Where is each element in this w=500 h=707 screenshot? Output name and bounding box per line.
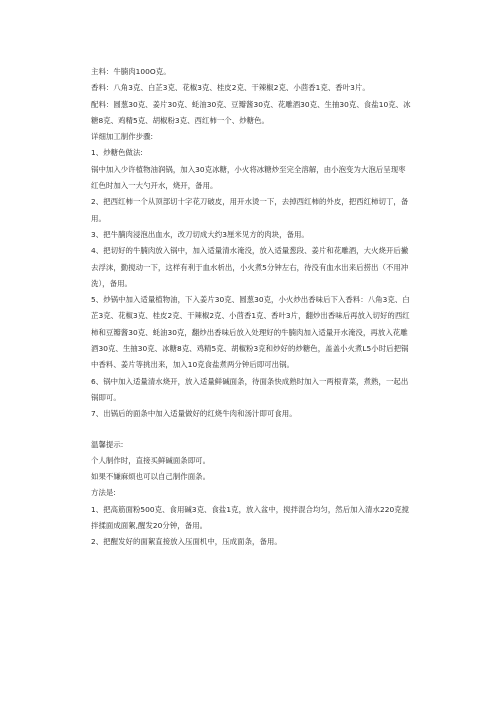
document-page [91,64,412,551]
main-ingredient-line: 主料：牛腩肉100O克。 [91,67,171,76]
step-6: 6、锅中加入适量清水烧开，放入适量鲜碱面条，待面条快成熟时加入一两根青菜，煮熟，一起出锅即可。 [91,376,409,402]
step-3: 3、把牛腩肉浸泡出血水，改刀切成大约3厘米见方的肉块，备用。 [91,229,309,239]
steps-heading: 详细加工制作步骤: [91,132,154,142]
section-spacer [91,423,412,437]
step-7: 7、出锅后的面条中加入适量做好的红烧牛肉和汤汁即可食用。 [91,409,297,419]
tips-line-1: 个人制作时，直接买鲜碱面条即可。 [91,455,211,465]
method-heading: 方法是: [91,488,116,498]
seasonings-line: 配料：圆葱30克、姜片30克、蚝油30克、豆瓣酱30克、花雕酒30克、生抽30克、食盐10克、冰糖8克、鸡精5克、胡椒粉3克、西红柿一个、炒糖色。 [91,99,411,125]
spices-line: 香料：八角3克、白芷3克、花椒3克、桂皮2克、干辣椒2克、小茴香1克、香叶3片。 [91,83,370,93]
step-1-body: 锅中加入少许植物油润锅，加入30克冰糖，小火将冰糖炒至完全溶解，由小泡变为大泡后呈现枣红色时加入一大勺开水，烧开，备用。 [91,164,406,191]
step-4: 4、把切好的牛腩肉放入锅中，加入适量清水淹没，放入适量葱段、姜片和花雕酒，大火烧开后撇去浮沫，勤搅动一下，这样有利于血水析出，小火煮5分钟左右，待没有血水出来后捞出（不用冲洗），备用。 [91,246,409,288]
step-5: 5、炒锅中加入适量植物油，下入姜片30克、圆葱30克，小火炒出香味后下入香料：八角3克、白芷3克、花椒3克、桂皮2克、干辣椒2克、小茴香1克、香叶3片，翻炒出香味后再放入切好的西红柿和豆瓣酱30克、蚝油30克，翻炒出香味后放入处理好的牛腩肉加入适量开水淹没，再放入花雕酒30克、生抽30克、冰糖8克、鸡精5克、胡椒粉3克和炒好的炒糖色，盖盖小火煮L5小时后把锅中香料、姜片等挑出来，加入10克食盐煮两分钟后即可出锅。 [91,295,410,370]
method-step-1: 1、把高筋面粉500克、食用碱3克、食盐1克，放入盆中，搅拌混合均匀，然后加入清水220克搅拌揉面成面絮,醒发20分钟，备用。 [91,504,410,531]
step-1-heading: 1、炒糖色做法: [91,148,143,158]
tips-line-2: 如果不嫌麻烦也可以自己制作面条。 [91,472,211,482]
tips-heading: 温馨提示: [91,439,124,449]
method-step-2: 2、把醒发好的面絮直接放入压面机中，压成面条，备用。 [91,537,282,547]
step-2: 2、把西红柿一个从顶部切十字花刀破皮，用开水烫一下，去掉西红柿的外皮，把西红柿切丁，备用。 [91,197,409,223]
